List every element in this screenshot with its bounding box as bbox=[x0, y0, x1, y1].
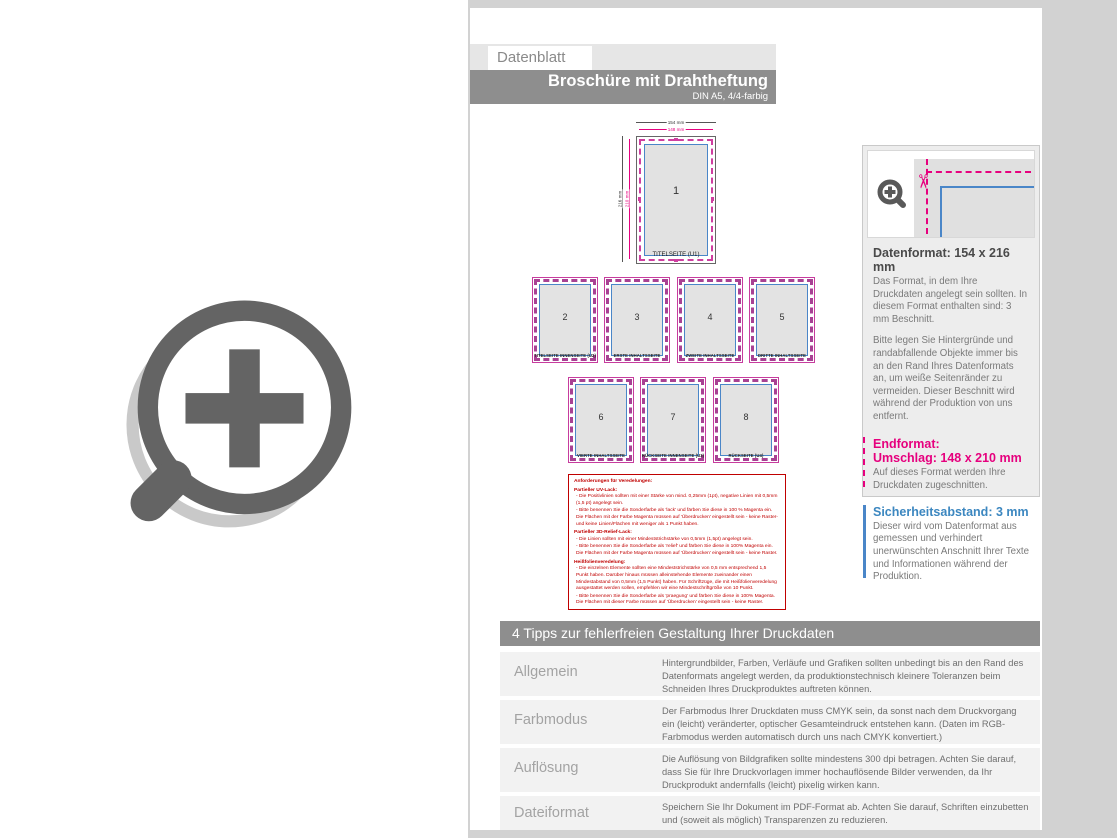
notes-subheading: Partieller 3D-Relief-Lack: bbox=[574, 530, 632, 536]
page-label: TITELSEITE (U1) bbox=[652, 252, 700, 258]
row-label: Allgemein bbox=[514, 664, 578, 680]
crop-tick bbox=[674, 259, 678, 262]
dim-label-154: 154 mm bbox=[667, 120, 685, 125]
safety-line-horizontal bbox=[940, 186, 1034, 188]
title-band bbox=[470, 70, 776, 104]
crop-tick bbox=[711, 197, 714, 201]
row-label: Auflösung bbox=[514, 760, 579, 776]
row-text: Die Auflösung von Bildgrafiken sollte mindestens 300 dpi betragen. Achten Sie darauf, dass Sie für Ihre Druckvorlagen immer hochauflösende Bilder verwenden, da Ihr Druckprodukt andernfalls (leicht) pixelig wirken kann. bbox=[662, 754, 1017, 790]
table-row-farbmodus bbox=[500, 700, 1040, 744]
dim-line-210 bbox=[624, 139, 630, 259]
page-5 bbox=[749, 277, 815, 363]
dim-label-210: 210 mm bbox=[624, 190, 630, 208]
datenformat-section bbox=[863, 246, 1039, 424]
page-title: Broschüre mit Drahtheftung bbox=[547, 72, 768, 90]
page-label: ERSTE INHALTSSEITE bbox=[613, 353, 661, 358]
endformat-title-1: Endformat: bbox=[873, 436, 940, 451]
crop-tick bbox=[638, 197, 641, 201]
dim-line-148 bbox=[639, 129, 713, 130]
finishing-notes-box bbox=[568, 474, 786, 610]
crop-tick bbox=[674, 138, 678, 141]
magnifier-plus-icon bbox=[875, 178, 911, 214]
page-6 bbox=[568, 377, 634, 463]
dim-label-216: 216 mm bbox=[617, 190, 623, 208]
page-number: 7 bbox=[670, 412, 676, 422]
endformat-section bbox=[863, 437, 1039, 493]
safety-title: Sicherheitsabstand: 3 mm bbox=[873, 504, 1029, 519]
page-number: 2 bbox=[562, 312, 568, 322]
page-4 bbox=[677, 277, 743, 363]
notes-bullet: - Bitte benennen Sie die Sonderfarbe als 'relief' und färben Sie diese in 100% Magenta ein. Die Flächen mit der Farbe Magenta müssen auf 'Überdrucken' eingestellt sein - keine Raster. bbox=[576, 544, 778, 557]
row-text: Hintergrundbilder, Farben, Verläufe und Grafiken sollten unbedingt bis an den Rand des Datenformats angelegt werden, da produktionstechnisch kleinere Toleranzen beim Schneiden Ihres Druckproduktes auftreten können. bbox=[662, 658, 1024, 694]
page-label: VIERTE INHALTSSEITE bbox=[576, 453, 626, 458]
safety-line-vertical bbox=[940, 186, 942, 237]
cut-line-horizontal bbox=[926, 171, 1031, 173]
notes-bullet: - Die Linien sollten mit einer Mindeststrichstärke von 0,5mm (1,5pt) angelegt sein. bbox=[576, 536, 753, 542]
table-row-dateiformat bbox=[500, 796, 1040, 830]
safety-section bbox=[863, 505, 1039, 584]
row-text: Der Farbmodus Ihrer Druckdaten muss CMYK sein, da sonst nach dem Druckvorgang ein (leicht) veränderter, optischer Gesamteindruck entstehen kann. (Daten im RGB-Farbmodus werden automatisch durch uns nach CMYK konvertiert.) bbox=[662, 706, 1017, 742]
page-label: TITELSEITE INNENSEITE (U2) bbox=[534, 353, 596, 358]
datenformat-text-1: Das Format, in dem Ihre Druckdaten angelegt sein sollten. In diesem Format enthalten sind: 3 mm Beschnitt. bbox=[873, 276, 1028, 325]
notes-bullet: - Bitte benennen Sie die Sonderfarbe als 'praegung' und färben Sie diese in 100% Magenta. Die Flächen mit dieser Farbe müssen auf 'Überdrucken' eingestellt sein - keine Raster. bbox=[576, 593, 775, 606]
endformat-title-2: Umschlag: 148 x 210 mm bbox=[873, 451, 1022, 466]
page-subtitle: DIN A5, 4/4-farbig bbox=[692, 91, 768, 102]
page-7 bbox=[640, 377, 706, 463]
dim-line-216 bbox=[617, 136, 623, 262]
page-1 bbox=[636, 136, 716, 264]
page-number: 6 bbox=[598, 412, 604, 422]
notes-bullet: - Die einzelnen Elemente sollten eine Mindeststrichstärke von 0,5 mm entsprechend 1,5 Punkt haben. Darüber hinaus müssen alleinstehende Elemente zueinander einen Mindestabstand von 0,5mm (1,5 Punkt) haben. Für Schriftzüge, die mit Heißfolienveredelung ausgestattet werden sollen, empfehlen wir eine Mindestschriftgröße von 10 Punkt. bbox=[576, 566, 777, 592]
page-label: RÜCKSEITE INNENSEITE (U3) bbox=[641, 453, 705, 458]
notes-bullet: - Bitte benennen Sie die Sonderfarbe als 'lack' und färben Sie diese in 100 % Magenta ein. Die Flächen mit der Farbe Magenta müssen auf 'Überdrucken' eingestellt sein - keine Raster- und keine Linien/Flächen mit weniger als 1 Punkt haben. bbox=[576, 508, 778, 527]
cover-page-diagram bbox=[617, 116, 730, 268]
datenformat-text-2: Bitte legen Sie Hintergründe und randabfallende Objekte immer bis an den Rand Ihres Datenformats an, um weiße Seitenränder zu vermeiden. Dieser Beschnitt wird während der Produktion von uns entfernt. bbox=[873, 335, 1018, 423]
page-number: 5 bbox=[779, 312, 785, 322]
tab-datenblatt: Datenblatt bbox=[488, 46, 592, 70]
format-info-box bbox=[862, 145, 1040, 583]
row-label: Dateiformat bbox=[514, 805, 589, 821]
notes-subheading: Heißfolienveredelung: bbox=[574, 559, 626, 565]
page-label: ZWEITE INHALTSSEITE bbox=[685, 353, 735, 358]
cut-line-vertical bbox=[926, 159, 928, 234]
table-row-aufloesung bbox=[500, 748, 1040, 792]
notes-subheading: Partieller UV-Lack: bbox=[574, 487, 618, 493]
page-number: 3 bbox=[634, 312, 640, 322]
row-label: Farbmodus bbox=[514, 712, 588, 728]
dim-label-148: 148 mm bbox=[667, 127, 685, 132]
tips-table bbox=[500, 621, 1040, 830]
magnifier-plus-icon bbox=[122, 272, 367, 562]
page-label: DRITTE INHALTSSEITE bbox=[757, 353, 807, 358]
page-8 bbox=[713, 377, 779, 463]
safety-area bbox=[644, 144, 708, 256]
notes-bullet: - Die Positivlinien sollten mit einer Stärke von mind. 0,25mm (1pt), negative Linien mit 0,5mm (1,5 pt) angelegt sein. bbox=[576, 494, 778, 506]
notes-heading: Anforderungen für Veredelungen: bbox=[574, 479, 653, 484]
page-number: 8 bbox=[743, 412, 749, 422]
gray-panel bbox=[468, 0, 1117, 838]
scissors-icon: ✂ bbox=[911, 173, 933, 190]
row-text: Speichern Sie Ihr Dokument im PDF-Format ab. Achten Sie darauf, Schriften einzubetten und (soweit als möglich) Transparenzen zu reduzieren. bbox=[662, 802, 1029, 825]
endformat-text: Auf dieses Format werden Ihre Druckdaten zugeschnitten. bbox=[873, 467, 1006, 492]
page-3 bbox=[604, 277, 670, 363]
page-2 bbox=[532, 277, 598, 363]
page-label: RÜCKSEITE (U4) bbox=[728, 453, 764, 458]
page-number: 1 bbox=[672, 185, 680, 197]
tips-header: 4 Tipps zur fehlerfreien Gestaltung Ihrer Druckdaten bbox=[500, 621, 1040, 646]
table-row-allgemein bbox=[500, 652, 1040, 696]
page-number: 4 bbox=[707, 312, 713, 322]
datenformat-title: Datenformat: 154 x 216 mm bbox=[873, 246, 1010, 274]
dim-line-154 bbox=[636, 122, 716, 123]
safety-text: Dieser wird vom Datenformat aus gemessen und verhindert unerwünschten Anschnitt Ihrer Texte und Informationen während der Produktion. bbox=[873, 520, 1029, 583]
corner-zoom-diagram bbox=[867, 150, 1035, 238]
datasheet-page bbox=[470, 8, 1042, 830]
